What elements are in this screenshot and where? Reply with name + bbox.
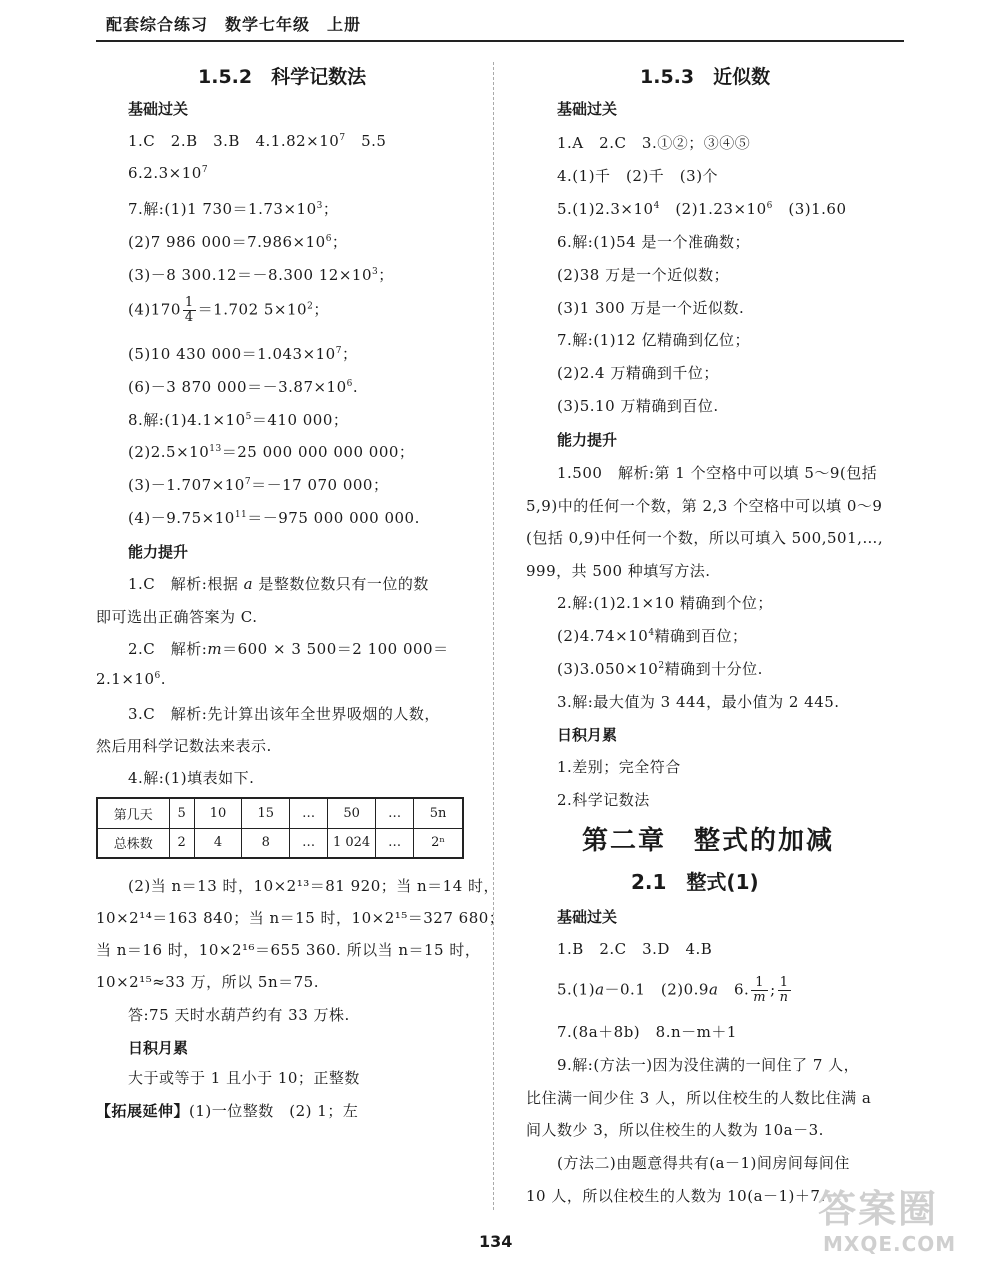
answer-line: 然后用科学记数法来表示. xyxy=(96,737,272,755)
answer-line: (2)2.4 万精确到千位； xyxy=(557,364,719,382)
answer-line: (包括 0,9)中任何一个数，所以可填入 500,501,…, xyxy=(526,529,884,547)
subheading-accumulate: 日积月累 xyxy=(128,1039,189,1057)
answer-line: (方法二)由题意得共有(a－1)间房间每间住 xyxy=(557,1154,850,1172)
answer-line: 间人数少 3，所以住校生的人数为 10a－3. xyxy=(526,1121,824,1139)
answer-line: 1.B 2.C 3.D 4.B xyxy=(557,940,713,958)
answer-line: 4.(1)千 (2)千 (3)个 xyxy=(557,167,719,185)
answer-line: $(2)2.5\times 10^{13}=25$ 000 000 000 000； xyxy=(128,443,415,461)
answer-line: 10×2¹⁴＝163 840；当 n＝15 时，10×2¹⁵＝327 680； xyxy=(96,909,505,927)
answer-line: 1.A 2.C 3.①②；③④⑤ xyxy=(557,134,751,152)
subheading-advanced: 能力提升 xyxy=(128,543,189,561)
table-row xyxy=(97,798,463,828)
table-cell: 10 xyxy=(194,798,242,828)
page-number: 134 xyxy=(479,1232,513,1251)
answer-line: (2)38 万是一个近似数； xyxy=(557,266,730,284)
section-title-1-5-2: 1.5.2 科学记数法 xyxy=(198,66,367,88)
subheading-basics: 基础过关 xyxy=(128,100,189,118)
growth-table xyxy=(96,797,464,859)
answer-line: 9.解:(方法一)因为没住满的一间住了 7 人， xyxy=(557,1056,860,1074)
answer-line: (2)7 986 $000=7.986\times 10^6$； xyxy=(128,233,348,251)
watermark-logo: 答案圈 xyxy=(818,1187,939,1231)
watermark-url: MXQE.COM xyxy=(823,1232,957,1256)
answer-line: 2.解:(1)2.1×10 精确到个位； xyxy=(557,594,773,612)
answer-line: 2.科学记数法 xyxy=(557,791,650,809)
answer-line: 6.解:(1)54 是一个准确数； xyxy=(557,233,750,251)
table-cell: … xyxy=(376,798,414,828)
running-header: 配套综合练习 数学七年级 上册 xyxy=(106,15,362,34)
table-cell: 2ⁿ xyxy=(414,828,463,858)
answer-line: 5,9)中的任何一个数，第 2,3 个空格中可以填 0～9 xyxy=(526,497,883,515)
table-cell: 5 xyxy=(169,798,194,828)
answer-line: 999，共 500 种填写方法. xyxy=(526,562,711,580)
answer-line: 1.C 解析:根据 a 是整数位数只有一位的数 xyxy=(128,575,429,593)
answer-line: $(2)4.74\times 10^4$精确到百位； xyxy=(557,627,748,645)
answer-line: 10 人，所以住校生的人数为 10(a－1)＋7. xyxy=(526,1187,826,1205)
answer-line: 大于或等于 1 且小于 10；正整数 xyxy=(128,1069,360,1087)
answer-line: (3)－8 300.12＝－8.300 $12\times 10^3$； xyxy=(128,266,394,284)
table-cell: … xyxy=(290,798,328,828)
column-divider xyxy=(493,62,494,1210)
chapter-title: 第二章 整式的加减 xyxy=(582,826,835,856)
table-cell: 8 xyxy=(242,828,290,858)
section-title-2-1: 2.1 整式(1) xyxy=(631,870,759,894)
answer-line: (6)－3 870 $000=-3.87\times 10^6$. xyxy=(128,378,359,396)
answer-line: 比住满一间少住 3 人，所以住校生的人数比住满 a xyxy=(526,1089,872,1107)
answer-line: 3.C 解析:先计算出该年全世界吸烟的人数， xyxy=(128,705,440,723)
subheading-basics: 基础过关 xyxy=(557,100,618,118)
header-rule xyxy=(96,40,904,42)
table-cell: 15 xyxy=(242,798,290,828)
answer-line: $(4)-9.75\times 10^{11}=-975$ 000 000 000. xyxy=(128,509,420,527)
answer-line: 5.(1)a－0.1 (2)0.9a 6. $\frac{1}{m}$ ; $\frac{1}{n}$ xyxy=(557,975,789,1005)
table-cell: 4 xyxy=(194,828,242,858)
answer-line: 8.解$:(1)4.1\times 10^5=410$ 000； xyxy=(128,411,349,429)
table-cell: 1 024 xyxy=(328,828,376,858)
answer-line: (3)5.10 万精确到百位. xyxy=(557,397,719,415)
fraction: $\frac{1}{n}$ xyxy=(779,975,789,1005)
table-cell: 总株数 xyxy=(97,828,169,858)
subheading-advanced: 能力提升 xyxy=(557,431,618,449)
table-cell: 5n xyxy=(414,798,463,828)
answer-line: 1.500 解析:第 1 个空格中可以填 5～9(包括 xyxy=(557,464,878,482)
answer-line: (3)1 300 万是一个近似数. xyxy=(557,299,745,317)
answer-line: (2)当 n＝13 时，10×2¹³＝81 920；当 n＝14 时， xyxy=(128,877,500,895)
answer-line: (4)170 $\frac{1}{4}$ ＝1.702 $5\times 10^2$； xyxy=(128,295,329,325)
answer-line: 3.解:最大值为 3 444，最小值为 2 445. xyxy=(557,693,840,711)
answer-line: $5.(1)2.3\times 10^4$ $(2)1.23\times 10^6$ (3)1.60 xyxy=(557,200,847,218)
answer-line: 1.差别；完全符合 xyxy=(557,758,681,776)
table-cell: … xyxy=(376,828,414,858)
subheading-basics: 基础过关 xyxy=(557,908,618,926)
answer-line: 7.(8a＋8b) 8.n－m＋1 xyxy=(557,1023,737,1041)
answer-line: 即可选出正确答案为 C. xyxy=(96,608,258,626)
answer-line: 当 n＝16 时，10×2¹⁶＝655 360. 所以当 n＝15 时， xyxy=(96,941,481,959)
table-cell: … xyxy=(290,828,328,858)
table-cell: 2 xyxy=(169,828,194,858)
answer-line: 答:75 天时水葫芦约有 33 万株. xyxy=(128,1006,350,1024)
answer-line: 4.解:(1)填表如下. xyxy=(128,769,255,787)
answer-line: (5)10 430 $000=1.043\times 10^7$； xyxy=(128,345,358,363)
answer-line: 7.解:(1)12 亿精确到亿位； xyxy=(557,331,750,349)
table-cell: 50 xyxy=(328,798,376,828)
answer-line: 【拓展延伸】(1)一位整数 (2) 1；左 xyxy=(96,1102,359,1120)
subheading-accumulate: 日积月累 xyxy=(557,726,618,744)
answer-line: 2.C 解析:m＝600 × 3 500＝2 100 000＝ xyxy=(128,640,449,658)
fraction: $\frac{1}{4}$ xyxy=(184,295,194,325)
answer-line: 1.C 2.B 3.B $4.1.82\times 10^7$ 5.5 xyxy=(128,132,387,150)
answer-line: $6.2.3\times 10^7$ xyxy=(128,164,209,182)
answer-line: 7.解:(1)1 $730=1.73\times 10^3$； xyxy=(128,200,339,218)
section-title-1-5-3: 1.5.3 近似数 xyxy=(640,66,771,88)
answer-line: $2.1\times 10^6$. xyxy=(96,670,167,688)
answer-line: 10×2¹⁵≈33 万，所以 5n＝75. xyxy=(96,973,319,991)
table-row xyxy=(97,828,463,858)
answer-line: $(3)-1.707\times 10^7=-17$ 070 000； xyxy=(128,476,389,494)
fraction: $\frac{1}{m}$ xyxy=(753,975,767,1005)
table-cell: 第几天 xyxy=(97,798,169,828)
answer-line: $(3)3.050\times 10^2$精确到十分位. xyxy=(557,660,763,678)
